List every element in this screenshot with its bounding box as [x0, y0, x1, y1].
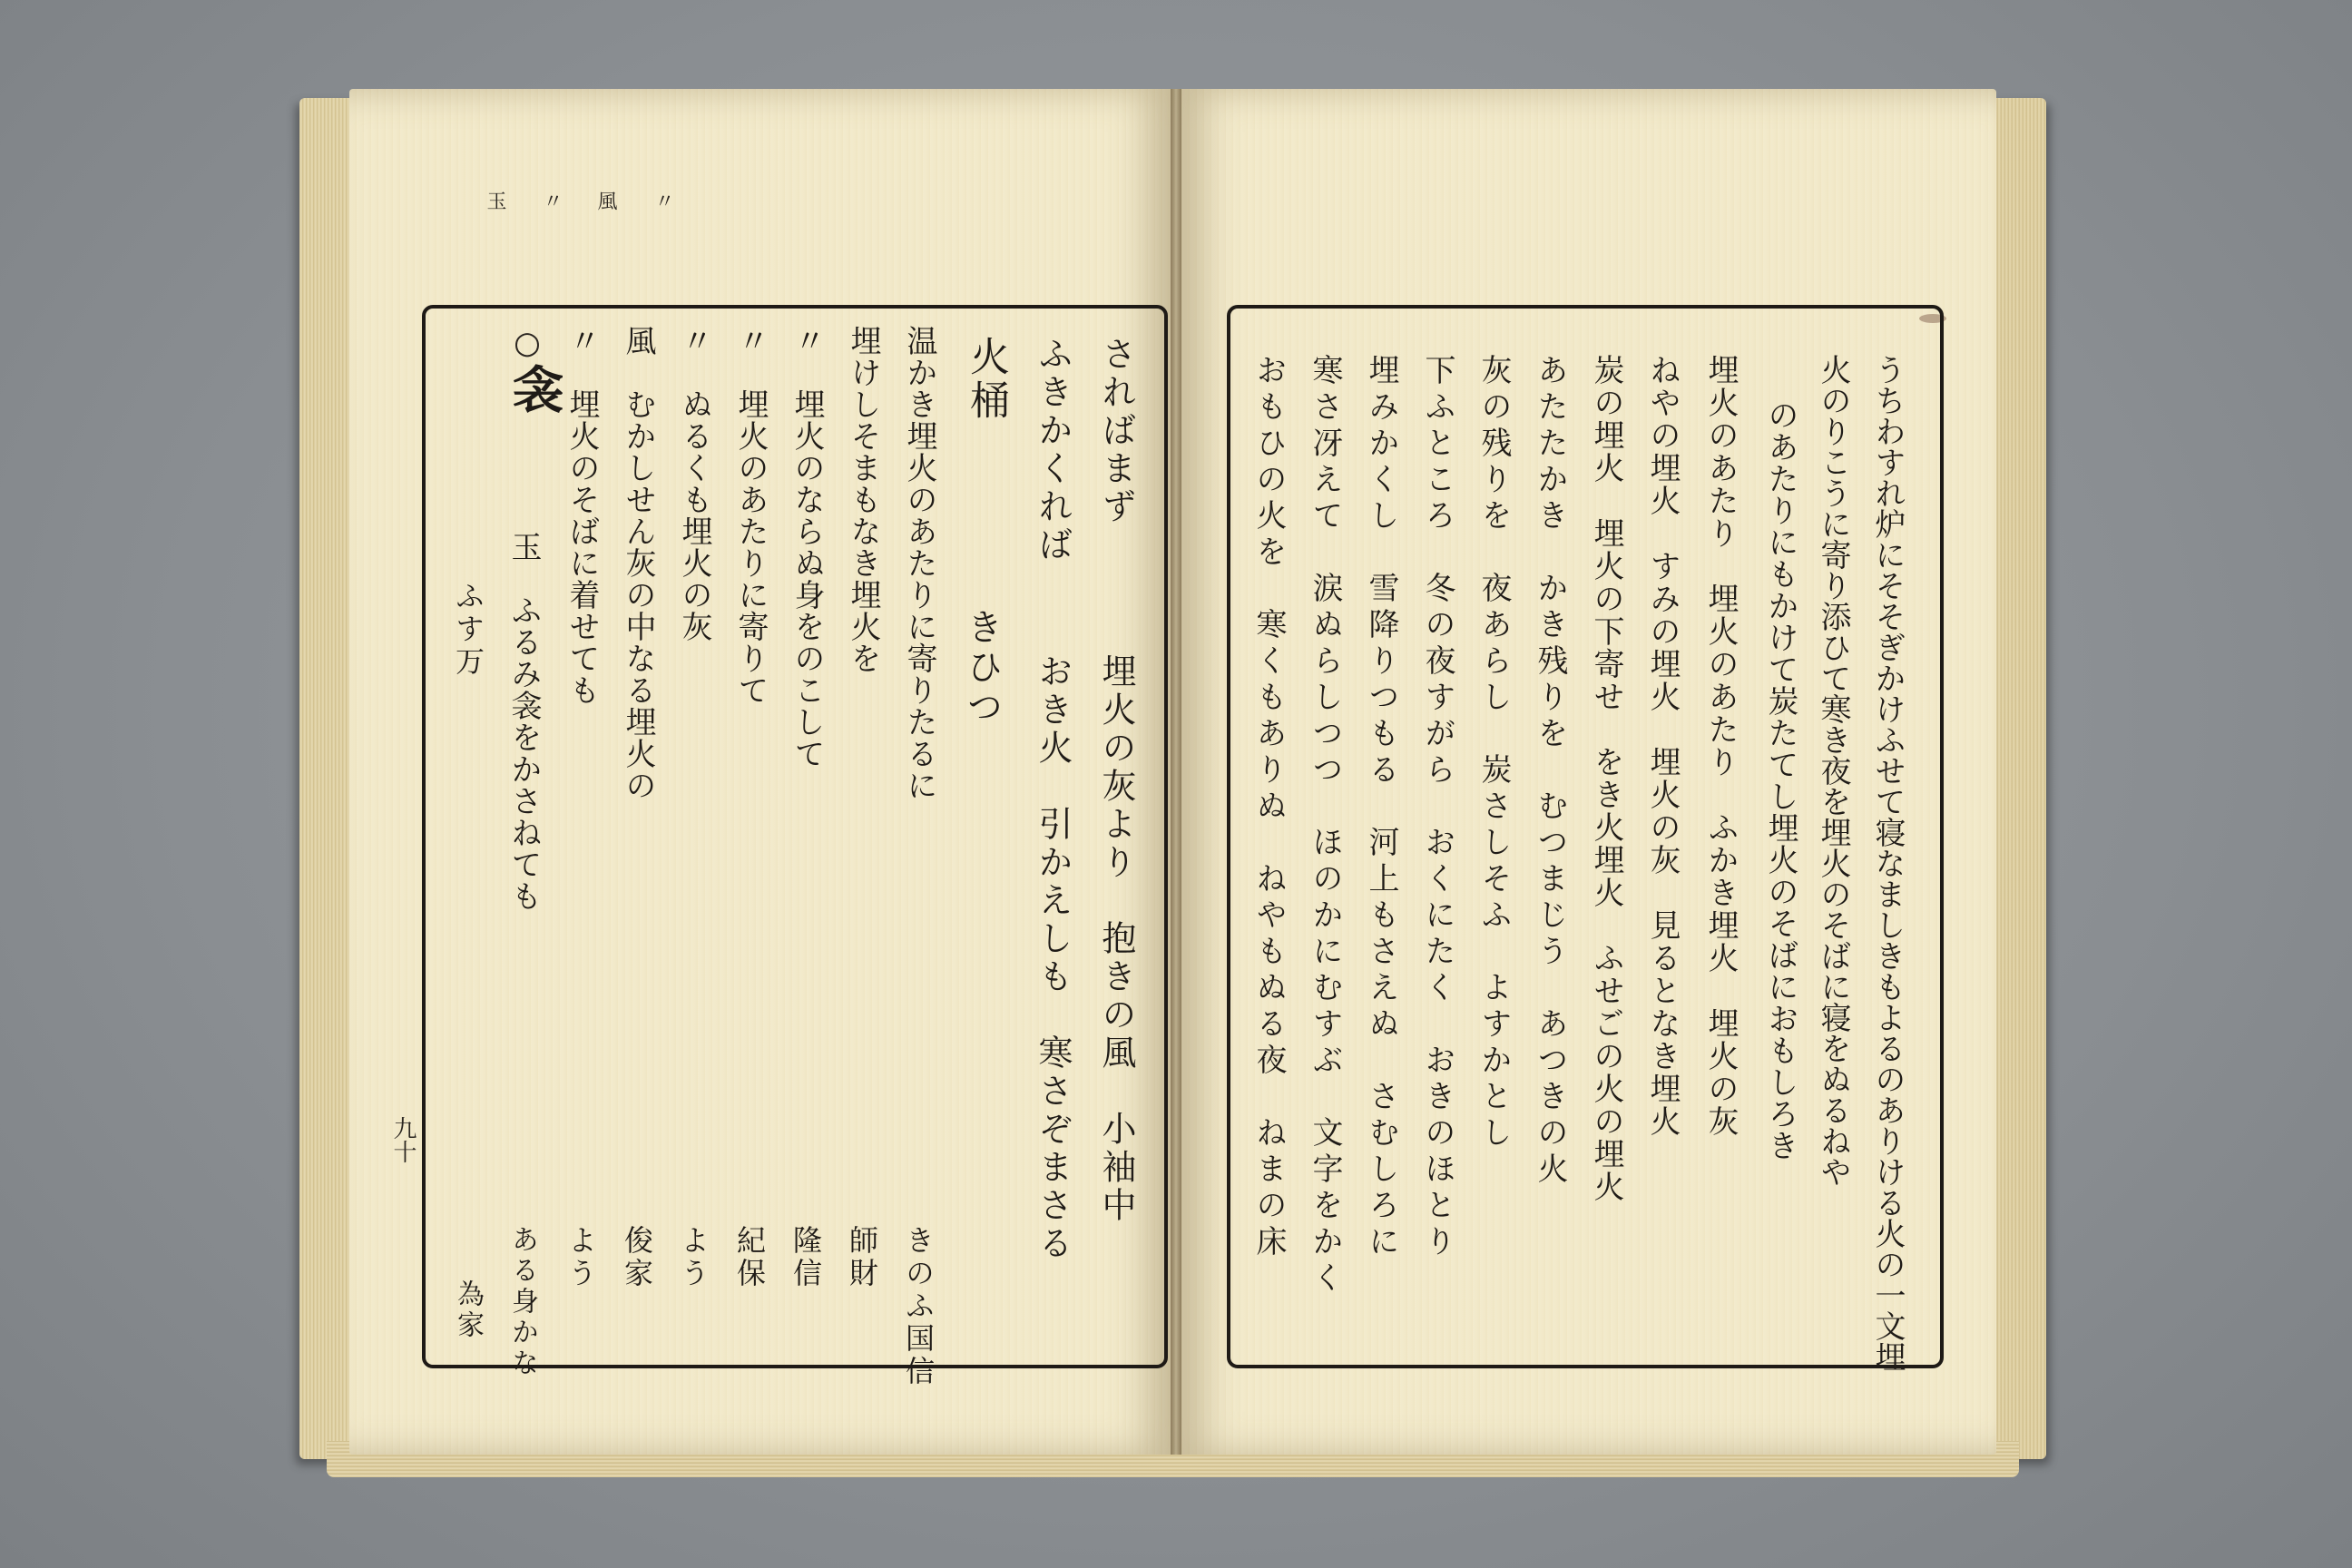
text-column: 温かき埋火のあたりに寄りたるに — [901, 325, 937, 801]
poet-name: 隆信 — [789, 1225, 823, 1290]
text-column: 〃 埋火のあたりに寄りて — [732, 325, 769, 706]
circle-mark: ○ — [509, 325, 545, 361]
text-column: 〃 埋火のならぬ身をのこして — [789, 325, 825, 769]
section-mark: 玉 — [484, 191, 506, 211]
book-gutter — [1171, 89, 1181, 1455]
text-column: 寒さ冴えて 涙ぬらしつつ ほのかにむすぶ 文字をかく — [1307, 354, 1343, 1298]
text-column: 埋火のあたり 埋火のあたり ふかき埋火 埋火の灰 — [1702, 354, 1739, 1138]
text-column: 風 むかしせん灰の中なる埋火の — [620, 325, 656, 801]
text-column: さればまず — [1096, 336, 1136, 526]
text-column: 炭の埋火 埋火の下寄せ をき火埋火 ふせごの火の埋火 — [1588, 354, 1624, 1203]
poet-name: きのふ国信 — [901, 1225, 936, 1388]
section-mark: 〃 — [540, 191, 563, 211]
poet-name: よう — [564, 1225, 598, 1290]
text-column: 〃 埋火のそばに着せても — [564, 325, 600, 706]
text-column-lower: おき火 引かえしも 寒さぞまさる — [1033, 653, 1073, 1263]
page-number: 九十 — [389, 1116, 416, 1163]
right-text-frame — [1227, 305, 1944, 1372]
section-mark: 風 — [594, 191, 617, 211]
text-column: 火のりこうに寄り添ひて寒き夜を埋火のそばに寝をぬるねや — [1815, 354, 1851, 1187]
poet-name: 俊家 — [620, 1225, 654, 1290]
text-column: ふす万 — [451, 581, 485, 679]
entry-title: 衾 — [505, 363, 564, 417]
poet-name: ある身かな — [506, 1225, 538, 1379]
text-column: ふきかくれば — [1033, 336, 1073, 564]
text-column: のあたりにもかけて炭たてし埋火のそばにおもしろき — [1762, 399, 1798, 1161]
text-column: 下ふところ 冬の夜すがら おくにたく おきのほとり — [1419, 354, 1455, 1261]
text-column: 埋けしそまもなき埋火を — [845, 325, 881, 674]
text-column-lower: 埋火の灰より 抱きの風 小袖中 — [1096, 653, 1136, 1225]
text-column: 玉 ふるみ衾をかさねても — [505, 531, 542, 912]
text-column: あたたかき かき残りを むつまじう あつきの火 — [1532, 354, 1568, 1189]
open-book — [299, 89, 2046, 1477]
text-column: 埋みかくし 雪降りつもる 河上もさえぬ さむしろに — [1363, 354, 1399, 1261]
poet-name: 師財 — [845, 1225, 879, 1290]
text-column: ねやの埋火 すみの埋火 埋火の灰 見るとなき埋火 — [1644, 354, 1681, 1138]
left-text-frame — [422, 305, 1168, 1388]
section-heading: 火桶 — [963, 336, 1009, 423]
text-column: 〃 ぬるくも埋火の灰 — [676, 325, 712, 642]
poet-name: 紀保 — [732, 1225, 767, 1290]
poet-name: よう — [676, 1225, 710, 1290]
text-column: 灰の残りを 夜あらし 炭さしそふ よすかとし — [1475, 354, 1512, 1152]
text-column: うちわすれ炉にそそぎかけふせて寝なましきもよるのありける火の一文埋 — [1869, 354, 1906, 1372]
poet-name: 為家 — [452, 1279, 484, 1341]
text-column: おもひの火を 寒くもありぬ ねやもぬる夜 ねまの床 — [1250, 354, 1287, 1261]
text-column-lower: きひつ — [961, 608, 1003, 728]
section-mark: 〃 — [652, 191, 674, 211]
